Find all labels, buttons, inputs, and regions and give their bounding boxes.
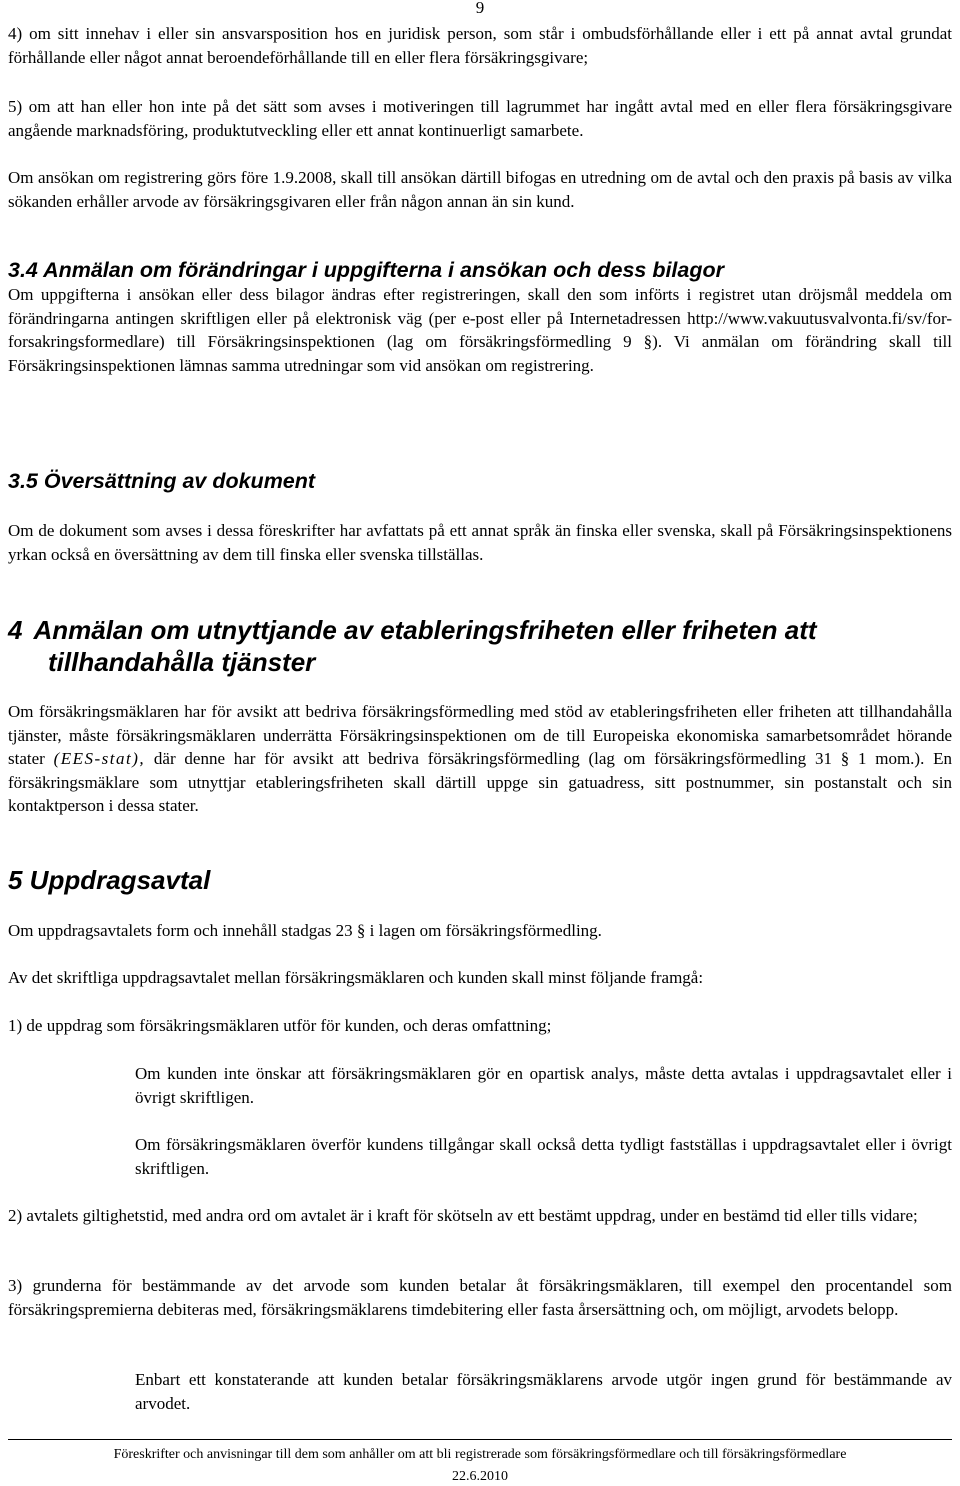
- paragraph-item-4: 4) om sitt innehav i eller sin ansvarsposition hos en juridisk person, som står i ombudsförhållande eller i ett på annat avtal grundat förhållande eller något annat beroendeförhållande till en eller flera försäkringsgivare;: [8, 24, 952, 67]
- paragraph-item-5: 5) om att han eller hon inte på det sätt som avses i motiveringen till lagrummet har ingått avtal med en eller flera försäkringsgivare angående marknadsföring, produktutveckling eller ett annat kontinuerligt samarbete.: [8, 97, 952, 140]
- page-number: 9: [475, 0, 485, 17]
- heading-3-4: 3.4 Anmälan om förändringar i uppgifterna i ansökan och dess bilagor: [8, 258, 724, 282]
- paragraph-4-text-start: Om försäkringsmäklaren har för avsikt att bedriva försäkringsförmedling med stöd av etableringsfriheten eller friheten att tillhandahålla tjänster, måste försäkringsmäklaren underrätta Försäkringsinspektionen om de till Europeiska ekonomiska samarbetsområdet hörande stater: [8, 702, 952, 768]
- heading-4-number: 4: [8, 615, 23, 645]
- paragraph-5-item-2: 2) avtalets giltighetstid, med andra ord om avtalet är i kraft för skötseln av ett bestämt uppdrag, under en bestämd tid eller tills vidare;: [8, 1206, 918, 1225]
- paragraph-5-item-1-note-analysis: Om kunden inte önskar att försäkringsmäklaren gör en opartisk analys, måste detta avtalas i uppdragsavtalet eller i övrigt skriftligen.: [135, 1064, 952, 1107]
- paragraph-4-ees-stat: (EES-stat),: [53, 749, 146, 768]
- paragraph-5-item-3: 3) grunderna för bestämmande av det arvode som kunden betalar åt försäkringsmäklaren, till exempel den procentandel som försäkringspremierna debiteras med, försäkringsmäklarens timdebitering eller fasta årsersättning och, om möjligt, arvodets belopp.: [8, 1276, 952, 1319]
- heading-4-line-1: Anmälan om utnyttjande av etableringsfriheten eller friheten att: [33, 615, 817, 645]
- heading-5: 5 Uppdragsavtal: [8, 865, 211, 895]
- paragraph-5-minimum-content: Av det skriftliga uppdragsavtalet mellan försäkringsmäklaren och kunden skall minst följande framgå:: [8, 968, 704, 987]
- heading-3-5: 3.5 Översättning av dokument: [8, 469, 316, 493]
- paragraph-5-item-3-note: Enbart ett konstaterande att kunden betalar försäkringsmäklarens arvode utgör ingen grund för bestämmande av arvodet.: [135, 1370, 952, 1413]
- footer-divider: [8, 1439, 952, 1440]
- paragraph-4-text-end: där denne har för avsikt att bedriva försäkringsförmedling (lag om försäkringsförmedling 31 § 1 mom.). En försäkringsmäklare som utnyttjar etableringsfriheten skall därtill uppge sin gatuadress, sitt postnummer, sin postanstalt och sin kontaktperson i dessa stater.: [8, 749, 952, 815]
- footer-title: Föreskrifter och anvisningar till dem som anhåller om att bli registrerade som försäkringsförmedlare och till försäkringsförmedlare: [113, 1447, 847, 1462]
- paragraph-3-5: Om de dokument som avses i dessa föreskrifter har avfattats på ett annat språk än finska eller svenska, skall på Försäkringsinspektionens yrkan också en översättning av dem till finska eller svenska tillställas.: [8, 521, 952, 564]
- paragraph-5-item-1-note-assets: Om försäkringsmäklaren överför kundens tillgångar skall också detta tydligt fastställas i uppdragsavtalet eller i övrigt skriftligen.: [135, 1135, 952, 1178]
- paragraph-registration-before-date: Om ansökan om registrering görs före 1.9.2008, skall till ansökan därtill bifogas en utredning om de avtal och den praxis på basis av vilka sökanden erhåller arvode av försäkringsgivaren eller från någon annan än sin kund.: [8, 168, 952, 211]
- paragraph-5-item-1: 1) de uppdrag som försäkringsmäklaren utför för kunden, och deras omfattning;: [8, 1016, 552, 1035]
- footer-date: 22.6.2010: [452, 1469, 508, 1484]
- heading-4: [8, 614, 817, 678]
- paragraph-4: [8, 700, 952, 818]
- paragraph-5-law-reference: Om uppdragsavtalets form och innehåll stadgas 23 § i lagen om försäkringsförmedling.: [8, 921, 602, 940]
- heading-4-line-2: tillhandahålla tjänster: [48, 647, 316, 677]
- paragraph-3-4: Om uppgifterna i ansökan eller dess bilagor ändras efter registreringen, skall den som införts i registret utan dröjsmål meddela om förändringarna antingen skriftligen eller på elektronisk väg (per e-post eller på Internetadressen http://www.vakuutusvalvonta.fi/sv/for-forsakringsformedlare) till Försäkringsinspektionen (lag om försäkringsförmedling 9 §). Vi anmälan om förändring skall till Försäkringsinspektionen lämnas samma utredningar som vid ansökan om registrering.: [8, 285, 952, 375]
